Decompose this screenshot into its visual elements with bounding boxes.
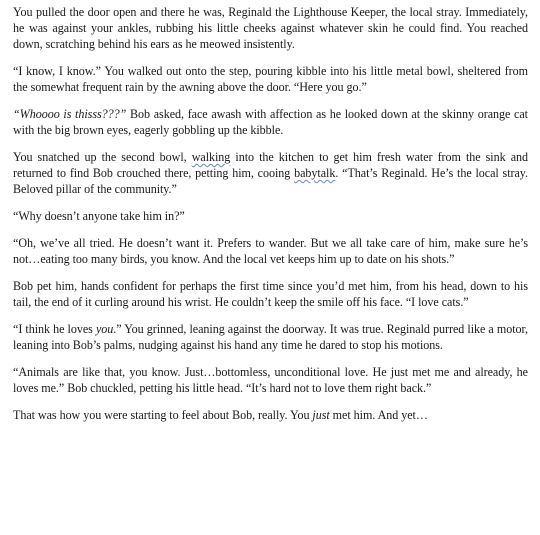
paragraph-text: You pulled the door open and there he was, Reginald the Lighthouse Keeper, the local stray. Immediately, he was against your ankles, rubbing his little cheeks against whatever skin he could find. You reached down, scratching behind his ears as he meowed insistently. bbox=[13, 5, 528, 51]
paragraph-text: .” You grinned, leaning against the doorway. It was true. Reginald purred like a motor, leaning into Bob’s palms, nudging against his hand any time he dared to stop his motions. bbox=[13, 322, 528, 352]
italic-text: “Whoooo is thisss???” bbox=[13, 107, 127, 121]
paragraph-text: “Oh, we’ve all tried. He doesn’t want it. Prefers to wander. But we all take care of him, make sure he’s not…eating too many birds, you know. And the local vet keeps him up to date on his shots.” bbox=[13, 236, 528, 266]
paragraph bbox=[13, 235, 528, 267]
spellcheck-flagged-word[interactable]: babytalk bbox=[294, 166, 336, 180]
paragraph-text: “I know, I know.” You walked out onto the step, pouring kibble into his little metal bowl, sheltered from the somewhat frequent rain by the awning above the door. “Here you go.” bbox=[13, 64, 528, 94]
paragraph bbox=[13, 63, 528, 95]
paragraph-text: “I think he loves bbox=[13, 322, 96, 336]
paragraph bbox=[13, 149, 528, 197]
paragraph-text: You snatched up the second bowl, bbox=[13, 150, 192, 164]
paragraph bbox=[13, 4, 528, 52]
paragraph-text: Bob asked, face awash with affection as he looked down at the skinny orange cat with the big brown eyes, eagerly gobbling up the kibble. bbox=[13, 107, 528, 137]
paragraph-text: Bob pet him, hands confident for perhaps the first time since you’d met him, from his head, down to his tail, the end of it curling around his wrist. He couldn’t keep the smile off his face. “I love cats.” bbox=[13, 279, 528, 309]
paragraph bbox=[13, 208, 528, 224]
paragraph-text: into the kitchen to get him fresh water from the sink and returned to find Bob crouched there, petting him, cooing bbox=[13, 150, 528, 180]
paragraph-text: . “That’s Reginald. He’s the local stray. Beloved pillar of the community.” bbox=[13, 166, 528, 196]
paragraph bbox=[13, 407, 528, 423]
paragraph-text: met him. And yet… bbox=[329, 408, 428, 422]
paragraph bbox=[13, 278, 528, 310]
italic-text: just bbox=[312, 408, 330, 422]
paragraph bbox=[13, 321, 528, 353]
paragraph-text: “Animals are like that, you know. Just…bottomless, unconditional love. He just met me and already, he loves me.” Bob chuckled, petting his little head. “It’s hard not to love them right back.” bbox=[13, 365, 528, 395]
paragraph-text: That was how you were starting to feel about Bob, really. You bbox=[13, 408, 313, 422]
italic-text: you bbox=[95, 322, 114, 336]
spellcheck-flagged-word[interactable]: walking bbox=[191, 150, 231, 164]
paragraph-text: “Why doesn’t anyone take him in?” bbox=[13, 209, 185, 223]
paragraph bbox=[13, 106, 528, 138]
paragraph bbox=[13, 364, 528, 396]
